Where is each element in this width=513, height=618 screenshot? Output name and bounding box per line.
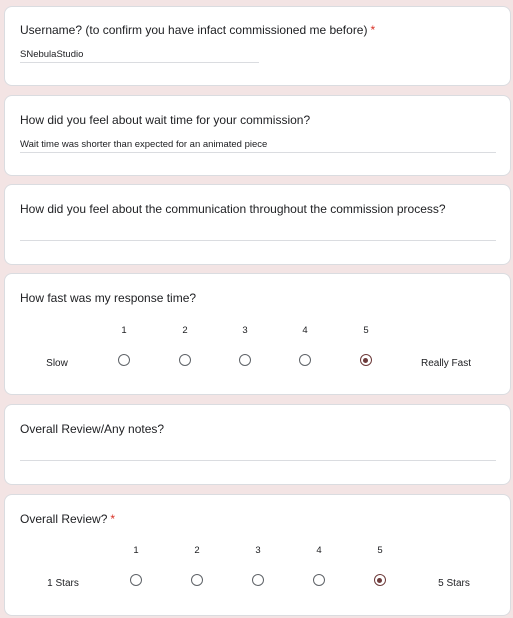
scale-high-label: 5 Stars [438, 578, 470, 589]
scale-number-4: 4 [302, 325, 308, 336]
question-card-communication [4, 184, 511, 265]
question-title-text: Overall Review? [20, 512, 108, 526]
scale-number-2: 2 [182, 325, 188, 336]
wait-time-answer-input[interactable]: Wait time was shorter than expected for an animated piece [20, 139, 268, 150]
scale-radio-2[interactable] [179, 354, 191, 366]
question-title: How fast was my response time? [20, 291, 197, 305]
star-radio-4[interactable] [313, 574, 325, 586]
question-title-text: Username? (to confirm you have infact commissioned me before) [20, 23, 368, 37]
scale-number-2: 2 [194, 545, 200, 556]
scale-low-label: Slow [46, 358, 68, 369]
scale-number-1: 1 [121, 325, 127, 336]
question-card-username [4, 6, 511, 86]
scale-number-5: 5 [377, 545, 383, 556]
question-card-response-time [4, 273, 511, 395]
scale-low-label: 1 Stars [47, 578, 79, 589]
scale-number-1: 1 [133, 545, 139, 556]
question-title [20, 23, 375, 37]
star-radio-3[interactable] [252, 574, 264, 586]
scale-radio-4[interactable] [299, 354, 311, 366]
question-title: How did you feel about wait time for your commission? [20, 113, 311, 127]
answer-underline [20, 62, 259, 63]
question-title: Overall Review/Any notes? [20, 422, 165, 436]
star-radio-2[interactable] [191, 574, 203, 586]
scale-number-3: 3 [255, 545, 261, 556]
question-card-overall-notes [4, 404, 511, 485]
scale-radio-5[interactable] [360, 354, 372, 366]
question-card-wait-time [4, 95, 511, 176]
star-radio-1[interactable] [130, 574, 142, 586]
scale-number-5: 5 [363, 325, 369, 336]
required-asterisk: * [110, 512, 116, 526]
question-title [20, 512, 115, 526]
scale-radio-3[interactable] [239, 354, 251, 366]
scale-radio-1[interactable] [118, 354, 130, 366]
required-asterisk: * [370, 23, 376, 37]
answer-underline [20, 460, 496, 461]
scale-number-3: 3 [242, 325, 248, 336]
answer-underline [20, 152, 496, 153]
answer-underline [20, 240, 496, 241]
question-title: How did you feel about the communication throughout the commission process? [20, 202, 446, 216]
username-answer-input[interactable]: SNebulaStudio [20, 49, 84, 60]
question-card-overall-review [4, 494, 511, 616]
scale-number-4: 4 [316, 545, 322, 556]
star-radio-5[interactable] [374, 574, 386, 586]
scale-high-label: Really Fast [420, 358, 472, 369]
